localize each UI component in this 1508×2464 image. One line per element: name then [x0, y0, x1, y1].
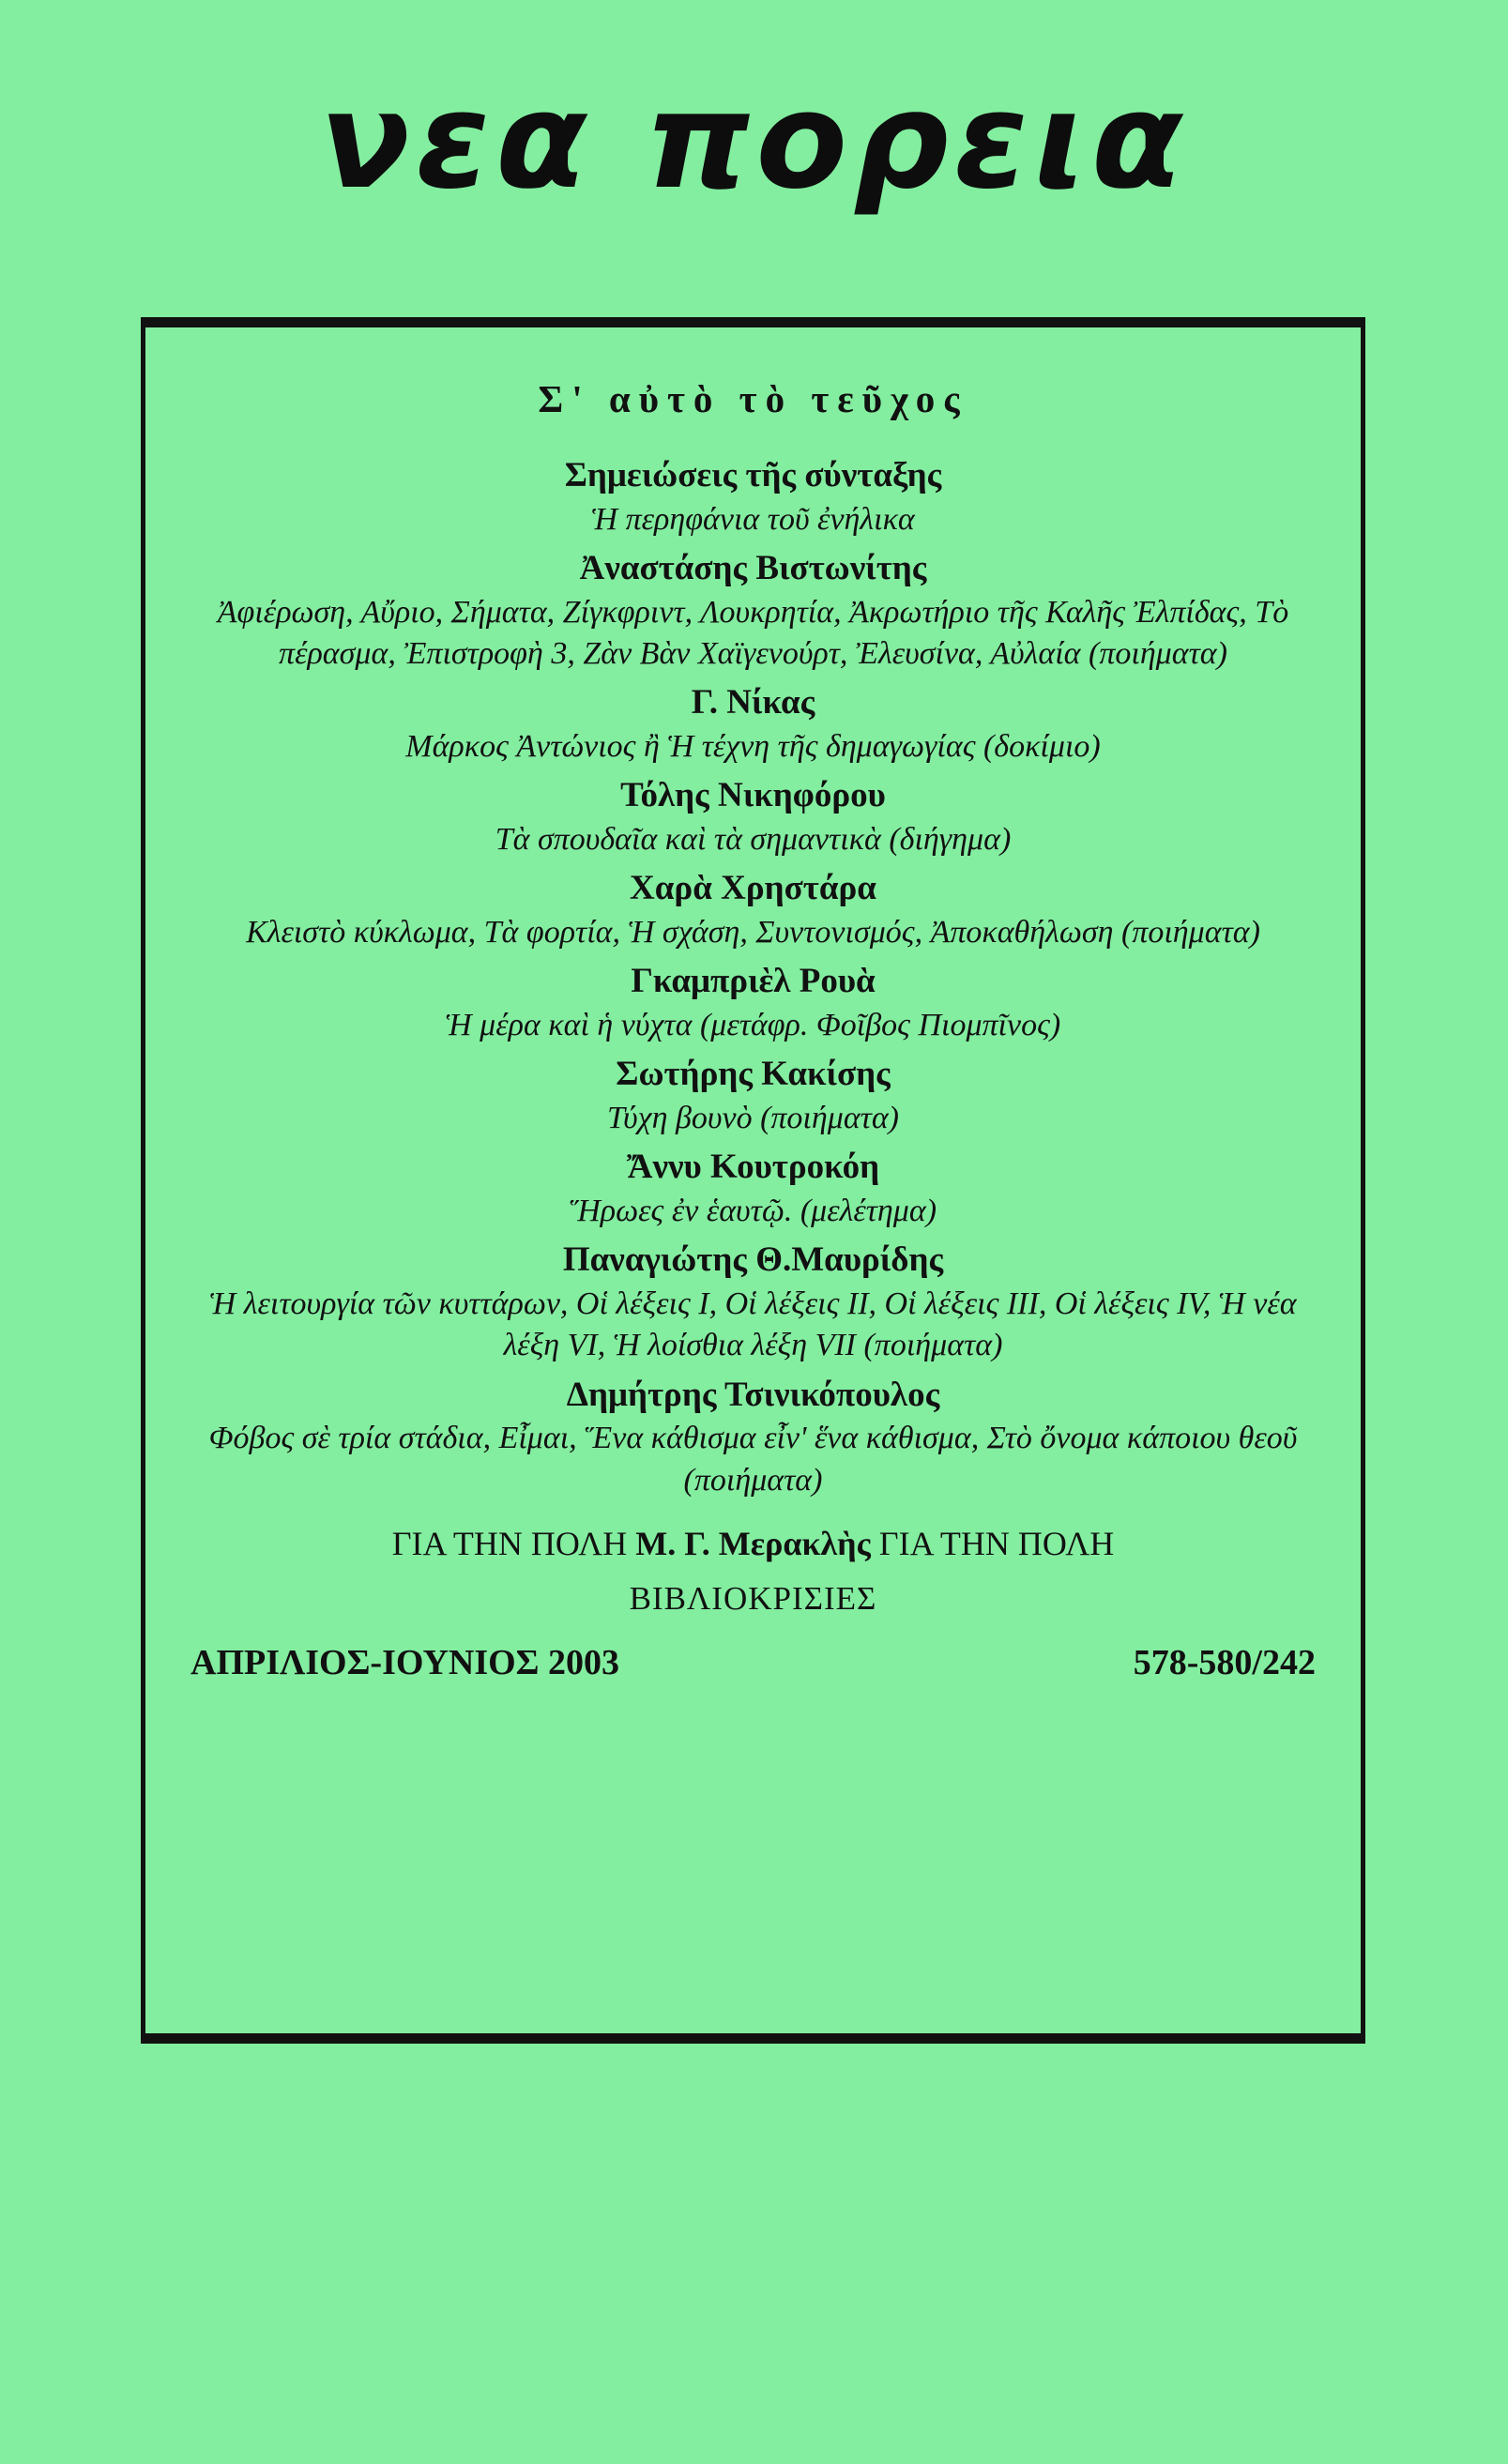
entry-author: Παναγιώτης Θ.Μαυρίδης [562, 1240, 944, 1280]
list-item [183, 1052, 1323, 1139]
list-item [183, 1238, 1323, 1366]
list-item [183, 866, 1323, 953]
entry-works: Ἡ μέρα καὶ ἡ νύχτα (μετάφρ. Φοῖβος Πιομπῖνος) [445, 1008, 1061, 1043]
entry-works: Ἡ λειτουργία τῶν κυττάρων, Οἱ λέξεις Ι, Οἱ λέξεις ΙΙ, Οἱ λέξεις ΙΙΙ, Οἱ λέξεις IV, Ἡ νέα λέξη VI, Ἡ λοίσθια λέξη VII (ποιήματα) [209, 1286, 1297, 1363]
entry-author: Τόλης Νικηφόρου [620, 776, 886, 815]
contents-frame [141, 317, 1365, 2044]
journal-title: νεα πορεια [319, 64, 1189, 219]
entry-author: Σωτήρης Κακίσης [616, 1055, 891, 1094]
entry-author: Χαρὰ Χρηστάρα [630, 869, 876, 908]
list-item [183, 773, 1323, 860]
entry-author: Ἀναστάσης Βιστωνίτης [579, 549, 927, 588]
entry-works: Κλειστὸ κύκλωμα, Τὰ φορτία, Ἡ σχάση, Συντονισμός, Ἀποκαθήλωση (ποιήματα) [246, 915, 1260, 951]
entry-author: Σημειώσεις τῆς σύνταξης [564, 456, 942, 494]
entry-works: Φόβος σὲ τρία στάδια, Εἶμαι, Ἕνα κάθισμα εἶν' ἕνα κάθισμα, Στὸ ὄνομα κάποιου θεοῦ (ποιήματα) [208, 1421, 1298, 1498]
issue-date: ΑΠΡΙΛΙΟΣ-ΙΟΥΝΙΟΣ 2003 [190, 1642, 620, 1682]
list-item [183, 546, 1323, 675]
list-item [183, 453, 1323, 540]
reviews-heading: ΒΙΒΛΙΟΚΡΙΣΙΕΣ [629, 1579, 877, 1617]
entry-author: Ἄννυ Κουτροκόη [626, 1148, 880, 1187]
entry-works: Τὰ σπουδαῖα καὶ τὰ σημαντικὰ (διήγημα) [495, 822, 1012, 858]
issue-number: 578-580/242 [1133, 1642, 1316, 1682]
list-item [183, 1145, 1323, 1232]
city-feature-line [183, 1524, 1323, 1563]
city-line-after: ΓΙΑ ΤΗΝ ΠΟΛΗ [878, 1524, 1115, 1562]
entry-author: Γκαμπριὲλ Ρουὰ [631, 962, 876, 1001]
entry-author: Γ. Νίκας [691, 683, 815, 722]
entry-works: Τύχη βουνὸ (ποιήματα) [606, 1101, 899, 1136]
entry-author: Δημήτρης Τσινικόπουλος [566, 1375, 940, 1414]
entry-works: Ἀφιέρωση, Αὔριο, Σήματα, Ζίγκφριντ, Λουκρητία, Ἀκρωτήριο τῆς Καλῆς Ἐλπίδας, Τὸ πέρασμα, Ἐπιστροφὴ 3, Ζὰν Βὰν Χαϊγενούρτ, Ἐλευσίνα, Αὐλαία (ποιήματα) [217, 594, 1289, 672]
list-item [183, 680, 1323, 768]
list-item [183, 1373, 1323, 1501]
city-line-author: Μ. Γ. Μερακλὴς [635, 1524, 871, 1562]
list-item [183, 959, 1323, 1046]
entry-works: Μάρκος Ἀντώνιος ἢ Ἡ τέχνη τῆς δημαγωγίας (δοκίμιο) [405, 729, 1101, 765]
city-line-before: ΓΙΑ ΤΗΝ ΠΟΛΗ [391, 1524, 628, 1562]
entry-works: Ἥρωες ἐν ἑαυτῷ. (μελέτημα) [569, 1194, 937, 1229]
issue-footer [183, 1642, 1323, 1687]
contents-heading: Σ' αὐτὸ τὸ τεῦχος [538, 377, 968, 420]
entry-works: Ἡ περηφάνια τοῦ ἐνήλικα [591, 501, 915, 537]
